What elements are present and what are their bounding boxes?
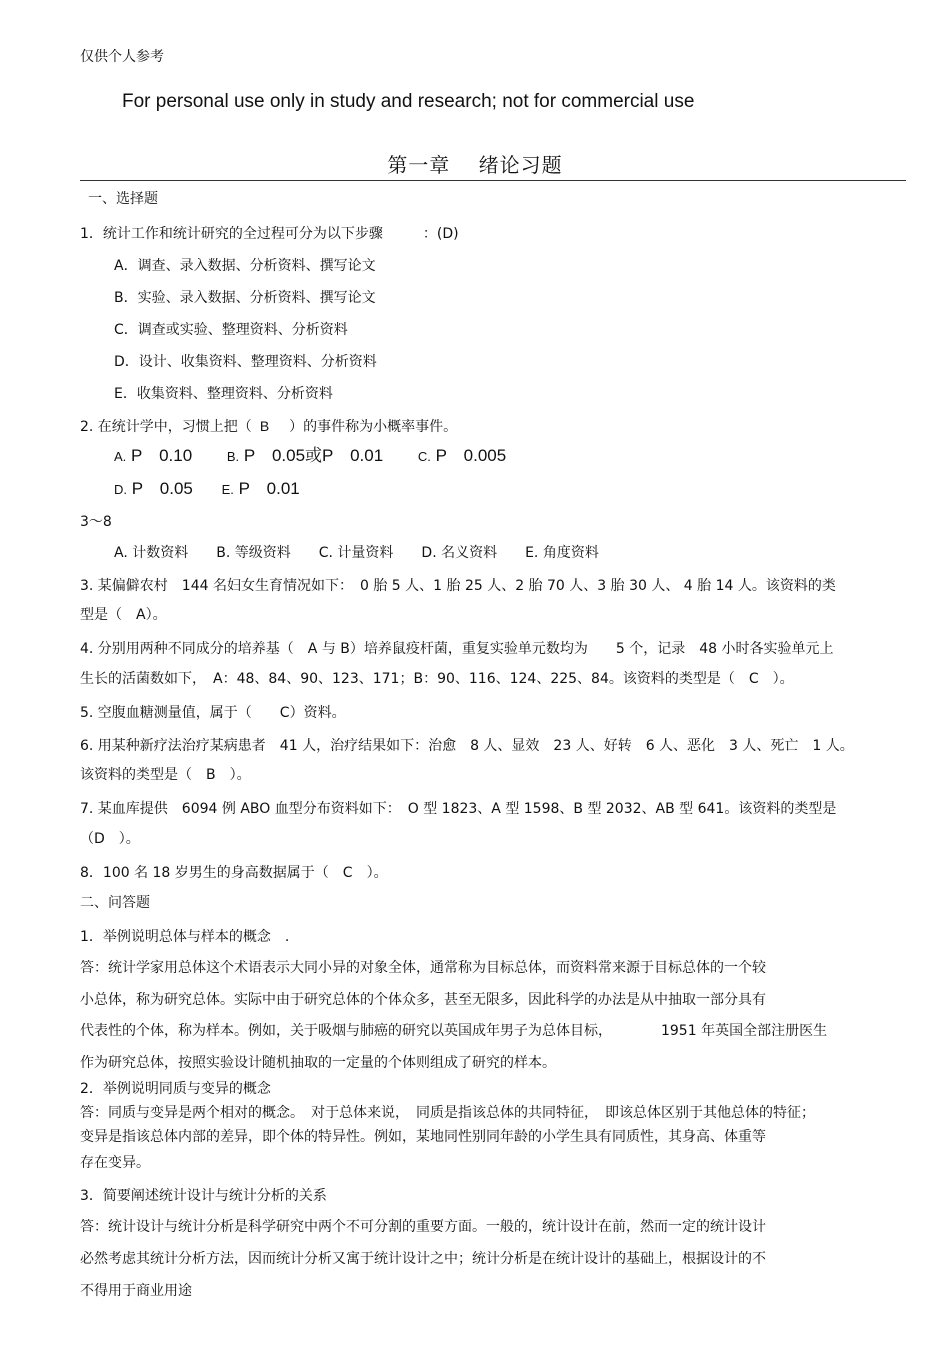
q1-option-a: A．调查、录入数据、分析资料、撰写论文	[114, 258, 376, 274]
q2-option-d-val: P 0.05	[131, 479, 193, 498]
qa2-answer-line: 变异是指该总体内部的差异，即个体的特异性。例如，某地同性别同年龄的小学生具有同质性，其身高、体重等	[80, 1129, 766, 1145]
q2-option-d-key: D.	[114, 482, 127, 497]
q7-line1: 7. 某血库提供 6094 例 ABO 血型分布资料如下： O 型 1823、A 型 1598、B 型 2032、AB 型 641。该资料的类型是	[80, 801, 837, 817]
q7-line2: （D ）。	[80, 831, 140, 847]
q1-option-d: D．设计、收集资料、整理资料、分析资料	[114, 354, 377, 370]
chapter-title: 第一章 绪论习题	[387, 153, 563, 177]
q2-stem-text: 2. 在统计学中，习惯上把（	[80, 419, 252, 435]
q3-line2: 型是（ A）。	[80, 607, 167, 623]
section2-title: 二、问答题	[80, 895, 150, 911]
qa2-question: 2．举例说明同质与变异的概念	[80, 1081, 271, 1097]
q1-stem	[80, 225, 459, 243]
q5: 5. 空腹血糖测量值，属于（ C）资料。	[80, 705, 346, 721]
title-rule	[80, 180, 906, 181]
q4-line1: 4. 分别用两种不同成分的培养基（ A 与 B）培养鼠疫杆菌，重复实验单元数均为 5 个，记录 48 小时各实验单元上	[80, 641, 834, 657]
qa2-answer-line: 答：同质与变异是两个相对的概念。 对于总体来说， 同质是指该总体的共同特征， 即该总体区别于其他总体的特征；	[80, 1105, 815, 1121]
q2-option-a-key: A.	[114, 449, 127, 464]
q3-line1: 3. 某偏僻农村 144 名妇女生育情况如下： 0 胎 5 人、1 胎 25 人、2 胎 70 人、3 胎 30 人、 4 胎 14 人。该资料的类	[80, 578, 836, 594]
q2-answer: B	[259, 418, 270, 434]
qa1-answer-line: 小总体，称为研究总体。实际中由于研究总体的个体众多，甚至无限多，因此科学的办法是从中抽取一部分具有	[80, 992, 766, 1008]
q1-option-e: E．收集资料、整理资料、分析资料	[114, 386, 333, 402]
q1-stem-text: 1．统计工作和统计研究的全过程可分为以下步骤	[80, 226, 383, 242]
q1-answer: ：(D)	[422, 226, 459, 242]
qa1-answer-line: 答：统计学家用总体这个术语表示大同小异的对象全体，通常称为目标总体，而资料常来源于目标总体的一个较	[80, 960, 766, 976]
q2-option-b-val: P 0.05或P 0.01	[243, 446, 384, 465]
q8: 8．100 名 18 岁男生的身高数据属于（ C ）。	[80, 865, 388, 881]
q2-options-row2	[114, 479, 300, 500]
q2-option-e-val: P 0.01	[238, 479, 300, 498]
q2-stem-end: ）的事件称为小概率事件。	[289, 419, 458, 435]
type-options: A. 计数资料 B. 等级资料 C. 计量资料 D. 名义资料 E. 角度资料	[114, 545, 599, 561]
qa2-answer-line: 存在变异。	[80, 1155, 150, 1171]
section1-title: 一、选择题	[88, 191, 158, 207]
q1-option-b: B．实验、录入数据、分析资料、撰写论文	[114, 290, 376, 306]
qa3-answer-line: 必然考虑其统计分析方法，因而统计分析又寓于统计设计之中；统计分析是在统计设计的基础上，根据设计的不	[80, 1251, 766, 1267]
q2-option-c-val: P 0.005	[435, 446, 507, 465]
qa3-question: 3．简要阐述统计设计与统计分析的关系	[80, 1188, 327, 1204]
header-note: 仅供个人参考	[80, 49, 164, 65]
disclaimer: For personal use only in study and research; not for commercial use	[122, 91, 695, 112]
q2-stem	[80, 417, 457, 436]
q2-option-a-val: P 0.10	[131, 446, 193, 465]
q2-option-b-key: B.	[226, 449, 240, 464]
qa1-answer-line: 作为研究总体，按照实验设计随机抽取的一定量的个体则组成了研究的样本。	[80, 1055, 556, 1071]
range-label: 3～8	[80, 514, 112, 530]
footer-note: 不得用于商业用途	[80, 1283, 192, 1299]
qa3-answer-line: 答：统计设计与统计分析是科学研究中两个不可分割的重要方面。一般的，统计设计在前，然而一定的统计设计	[80, 1219, 766, 1235]
q6-line1: 6. 用某种新疗法治疗某病患者 41 人，治疗结果如下：治愈 8 人、显效 23 人、好转 6 人、恶化 3 人、死亡 1 人。	[80, 738, 854, 754]
qa1-question: 1．举例说明总体与样本的概念 .	[80, 929, 290, 945]
q6-line2: 该资料的类型是（ B ）。	[80, 767, 251, 783]
q4-line2: 生长的活菌数如下， A：48、84、90、123、171；B：90、116、124、225、84。该资料的类型是（ C ）。	[80, 671, 794, 687]
q2-options-row1	[114, 446, 506, 467]
q1-option-c: C．调查或实验、整理资料、分析资料	[114, 322, 348, 338]
q2-option-c-key: C.	[417, 449, 431, 464]
qa1-answer-line: 代表性的个体，称为样本。例如，关于吸烟与肺癌的研究以英国成年男子为总体目标， 1951 年英国全部注册医生	[80, 1023, 828, 1039]
q2-option-e-key: E.	[221, 482, 234, 497]
